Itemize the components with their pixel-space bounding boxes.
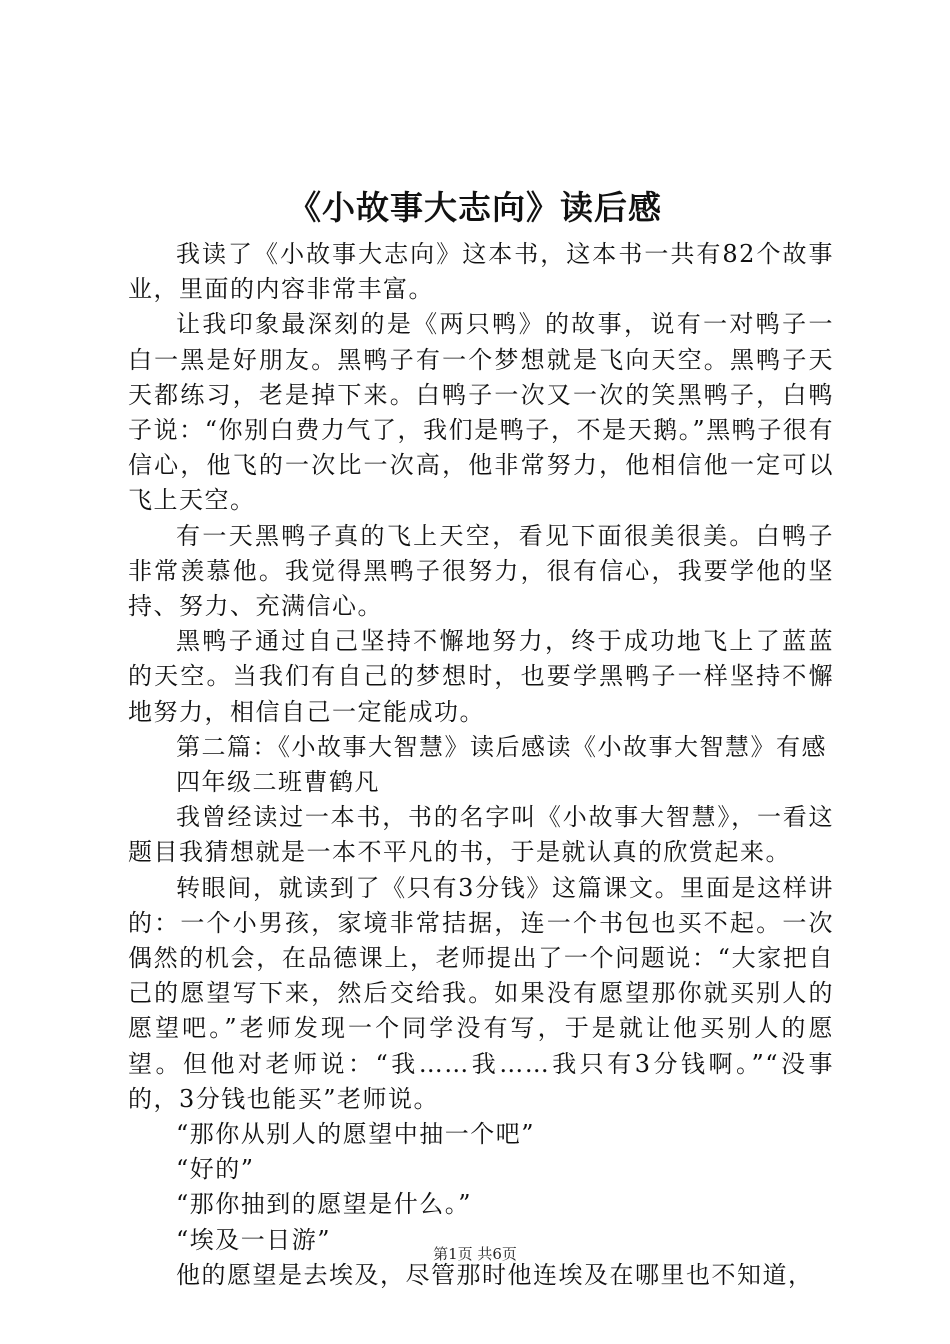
paragraph-2: 让我印象最深刻的是《两只鸭》的故事，说有一对鸭子一白一黑是好朋友。黑鸭子有一个梦想就是飞向天空。黑鸭子天天都练习，老是掉下来。白鸭子一次又一次的笑黑鸭子，白鸭子说：“你别白费力气了，我们是鸭子，不是天鹅。”黑鸭子很有信心，他飞的一次比一次高，他非常努力，他相信他一定可以飞上天空。: [128, 310, 834, 515]
page-footer: 第1页 共6页: [433, 1245, 517, 1263]
paragraph-5: 我曾经读过一本书，书的名字叫《小故事大智慧》，一看这题目我猜想就是一本不平凡的书，于是就认真的欣赏起来。: [128, 803, 834, 867]
paragraph-7: 他的愿望是去埃及，尽管那时他连埃及在哪里也不知道，: [176, 1260, 814, 1289]
author-line: 四年级二班曹鹤凡: [176, 768, 380, 797]
section-heading-2: 第二篇：《小故事大智慧》读后感读《小故事大智慧》有感: [176, 732, 827, 761]
dialogue-line-1: “那你从别人的愿望中抽一个吧”: [176, 1120, 536, 1149]
paragraph-3: 有一天黑鸭子真的飞上天空，看见下面很美很美。白鸭子非常羡慕他。我觉得黑鸭子很努力，很有信心，我要学他的坚持、努力、充满信心。: [128, 521, 834, 621]
document-body: [128, 237, 834, 1293]
dialogue-line-2: “好的”: [176, 1155, 255, 1184]
dialogue-line-3: “那你抽到的愿望是什么。”: [176, 1190, 473, 1219]
document-title: 《小故事大志向》读后感: [288, 188, 662, 227]
dialogue-line-4: “埃及一日游”: [176, 1225, 332, 1254]
paragraph-6: 转眼间，就读到了《只有3分钱》这篇课文。里面是这样讲的：一个小男孩，家境非常拮据，连一个书包也买不起。一次偶然的机会，在品德课上，老师提出了一个问题说：“大家把自己的愿望写下来，然后交给我。如果没有愿望那你就买别人的愿望吧。”老师发现一个同学没有写，于是就让他买别人的愿望。但他对老师说：“我……我……我只有3分钱啊。”“没事的，3分钱也能买”老师说。: [128, 873, 834, 1113]
paragraph-1: 我读了《小故事大志向》这本书，这本书一共有82个故事业，里面的内容非常丰富。: [128, 240, 834, 304]
paragraph-4: 黑鸭子通过自己坚持不懈地努力，终于成功地飞上了蓝蓝的天空。当我们有自己的梦想时，也要学黑鸭子一样坚持不懈地努力，相信自己一定能成功。: [128, 627, 834, 726]
